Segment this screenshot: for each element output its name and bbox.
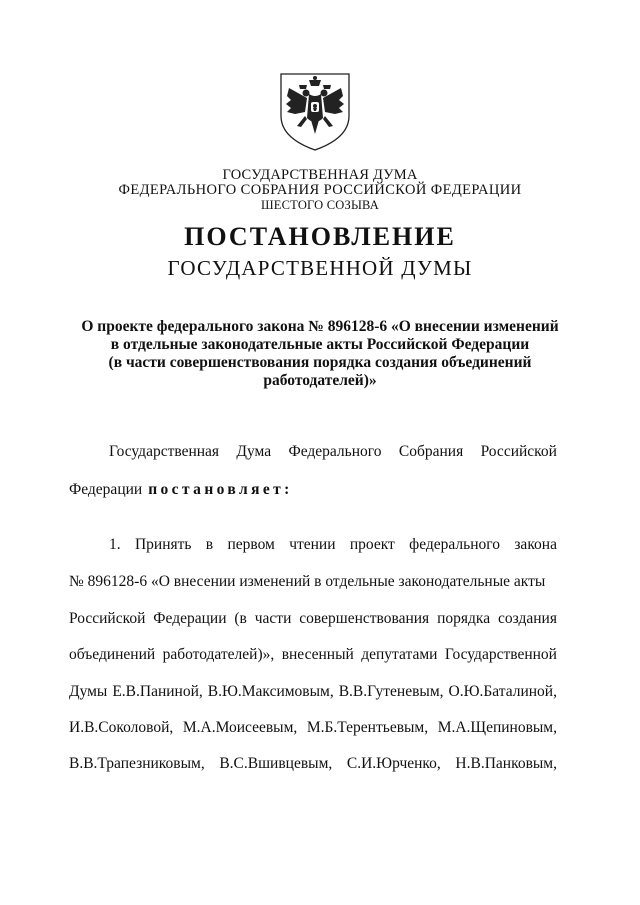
subject-line: работодателей)» (263, 372, 377, 389)
document-subtitle: ГОСУДАРСТВЕННОЙ ДУМЫ (167, 256, 473, 280)
word: М.А.Щепиновым, (437, 719, 557, 736)
word: Е.В.Паниной, (112, 683, 203, 700)
clause1-line-5 (69, 683, 557, 703)
header-line-federal-assembly: ФЕДЕРАЛЬНОГО СОБРАНИЯ РОССИЙСКОЙ ФЕДЕРАЦИИ (118, 182, 522, 198)
clause1-line-2 (69, 573, 557, 593)
word: В.Ю.Максимовым, (207, 683, 334, 700)
word: федерального (409, 536, 500, 553)
word: Дума (236, 443, 272, 460)
word: М.А.Моисеевым, (182, 719, 298, 736)
word: части (254, 610, 292, 627)
word: Федерации (69, 481, 143, 498)
coat-of-arms-icon (275, 70, 355, 152)
clause1-line-4 (69, 646, 557, 666)
word: порядка (437, 610, 491, 627)
word: Государственная (109, 443, 220, 460)
word: Государственной (444, 646, 557, 663)
word: Российской (69, 610, 146, 627)
word: работодателей)», (162, 646, 275, 663)
word: создания (497, 610, 557, 627)
document-subject (60, 318, 580, 390)
word: И.В.Соколовой, (69, 719, 174, 736)
word: закона (514, 536, 557, 553)
header-line-convocation: ШЕСТОГО СОЗЫВА (260, 198, 380, 212)
word: В.С.Вшивцевым, (219, 755, 333, 772)
word: Собрания (398, 443, 464, 460)
document-title: ПОСТАНОВЛЕНИЕ (184, 222, 456, 251)
word: (в (234, 610, 247, 627)
resolves-word: постановляет: (148, 481, 293, 498)
clause1-line-1 (69, 536, 557, 556)
intro-line-1 (69, 443, 557, 463)
subject-line: О проекте федерального закона № 896128-6 «О внесении изменений (81, 318, 559, 335)
word: М.Б.Терентьевым, (306, 719, 429, 736)
word: совершенствования (299, 610, 430, 627)
subject-line: (в части совершенствования порядка создания объединений (108, 354, 532, 371)
word: объединений (69, 646, 156, 663)
word: первом (227, 536, 275, 553)
word: Думы (69, 683, 108, 700)
word: внесенный (281, 646, 354, 663)
word: Н.В.Панковым, (455, 755, 557, 772)
clause1-line-3 (69, 610, 557, 630)
word: В.В.Трапезниковым, (69, 755, 205, 772)
intro-line-2 (69, 481, 557, 501)
clause1-line-6 (69, 719, 557, 739)
word: депутатами (361, 646, 438, 663)
word: чтении (289, 536, 336, 553)
word: С.И.Юрченко, (346, 755, 441, 772)
word: В.В.Гутеневым, (338, 683, 444, 700)
word: Федерального (288, 443, 382, 460)
word: проект (349, 536, 395, 553)
word: в (205, 536, 214, 553)
word: Принять (134, 536, 192, 553)
subject-line: в отдельные законодательные акты Российской Федерации (110, 336, 530, 353)
clause1-line-7 (69, 755, 557, 775)
clause-number: 1. (109, 536, 121, 553)
word: Российской (480, 443, 557, 460)
word: О.Ю.Баталиной, (448, 683, 557, 700)
text-line: № 896128-6 «О внесении изменений в отдельные законодательные акты (69, 573, 546, 590)
header-line-duma: ГОСУДАРСТВЕННАЯ ДУМА (222, 167, 418, 183)
word: Федерации (153, 610, 227, 627)
